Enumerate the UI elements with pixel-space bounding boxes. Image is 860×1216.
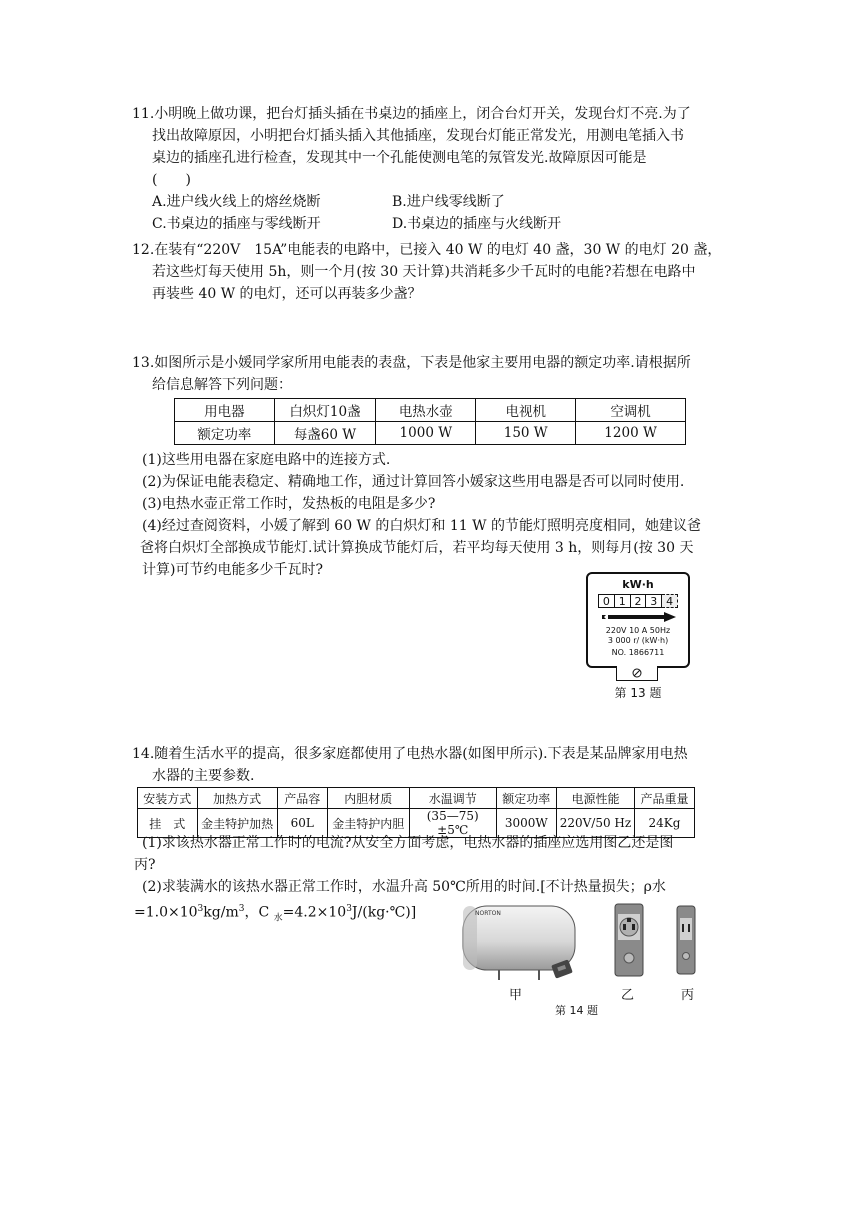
table-cell: 金圭特护加热 xyxy=(197,809,277,838)
q11-option-c: C.书桌边的插座与零线断开 xyxy=(152,216,321,232)
q14-param-table xyxy=(137,787,695,838)
q12-line3: 再装些 40 W 的电灯，还可以再装多少盏？ xyxy=(152,286,422,302)
q11-option-d: D.书桌边的插座与火线断开 xyxy=(392,216,562,232)
q11-options xyxy=(132,191,732,235)
q12-line1: 12.在装有“220V 15A”电能表的电路中，已接入 40 W 的电灯 40 盏，30 W 的电灯 20 盏， xyxy=(132,242,722,258)
meter-digit: 3 xyxy=(646,594,662,608)
table-cell: 安装方式 xyxy=(138,788,198,809)
table-cell: 电源性能 xyxy=(556,788,634,809)
q11-line1: 11.小明晚上做功课，把台灯插头插在书桌边的插座上，闭合台灯开关，发现台灯不亮.为了 xyxy=(132,106,691,122)
socket-bing-icon xyxy=(671,904,701,976)
table-cell: 电视机 xyxy=(476,399,576,422)
q11-line4: ( ) xyxy=(152,172,191,188)
figure-label-bing: 丙 xyxy=(681,988,695,1003)
formula-text: J/(kg·℃)] xyxy=(351,904,417,921)
formula-text: =1.0×10 xyxy=(134,904,198,921)
meter-digits xyxy=(598,594,678,608)
table-cell: 1000 W xyxy=(376,422,476,445)
meter-digit: 1 xyxy=(615,594,631,608)
q12-line2: 若这些灯每天使用 5h，则一个月(按 30 天计算)共消耗多少千瓦时的电能?若想在电路中 xyxy=(152,264,696,280)
table-cell: 60L xyxy=(277,809,327,838)
table-cell: 水温调节 xyxy=(409,788,496,809)
q14-line1: 14.随着生活水平的提高，很多家庭都使用了电热水器(如图甲所示).下表是某品牌家用电热 xyxy=(132,746,688,762)
question-13-subparts xyxy=(142,449,742,581)
table-cell: 24Kg xyxy=(634,809,694,838)
table-cell: 额定功率 xyxy=(175,422,275,445)
question-12 xyxy=(132,239,732,305)
terminal-screw-icon xyxy=(632,668,642,678)
meter-spec1: 220V 10 A 50Hz xyxy=(605,626,671,635)
meter-unit: kW·h xyxy=(622,578,654,591)
formula-exp: 3 xyxy=(346,904,352,914)
table-cell: 白炽灯10盏 xyxy=(274,399,376,422)
table-cell: (35—75)±5℃ xyxy=(409,809,496,838)
formula-exp: 3 xyxy=(238,904,245,914)
table-cell: 用电器 xyxy=(175,399,275,422)
formula-exp: 3 xyxy=(197,904,204,914)
table-row xyxy=(175,422,686,445)
q13-sub3: (3)电热水壶正常工作时，发热板的电阻是多少? xyxy=(142,496,436,512)
q13-sub4b: 爸将白炽灯全部换成节能灯.试计算换成节能灯后，若平均每天使用 3 h，则每月(按 30 天 xyxy=(140,540,694,556)
q11-line3: 桌边的插座孔进行检查，发现其中一个孔能使测电笔的氖管发光.故障原因可能是 xyxy=(152,150,647,166)
q14-sub2a: (2)求装满水的该热水器正常工作时，水温升高 50℃所用的时间.[不计热量损失；ρ水 xyxy=(142,879,666,895)
q14-figure xyxy=(455,902,705,1018)
table-cell: 220V/50 Hz xyxy=(556,809,634,838)
q14-sub1a: (1)求该热水器正常工作时的电流?从安全方面考虑，电热水器的插座应选用图乙还是图 xyxy=(142,835,674,851)
q11-line2: 找出故障原因，小明把台灯插头插入其他插座，发现台灯能正常发光，用测电笔插入书 xyxy=(152,128,684,144)
table-cell: 空调机 xyxy=(576,399,686,422)
table-cell: 产品重量 xyxy=(634,788,694,809)
table-cell: 挂 式 xyxy=(138,809,198,838)
table-cell: 电热水壶 xyxy=(376,399,476,422)
table-cell: 金圭特护内胆 xyxy=(327,809,409,838)
table-row xyxy=(138,788,695,809)
figure-label-jia: 甲 xyxy=(509,988,523,1003)
q13-line1: 13.如图所示是小媛同学家所用电能表的表盘，下表是他家主要用电器的额定功率.请根据所 xyxy=(132,355,691,371)
table-cell: 3000W xyxy=(496,809,556,838)
socket-yi-icon xyxy=(607,902,651,978)
heater-remote-icon xyxy=(547,958,579,982)
q13-sub1: (1)这些用电器在家庭电路中的连接方式. xyxy=(142,452,391,468)
q13-meter-figure xyxy=(586,572,690,702)
table-cell: 1200 W xyxy=(576,422,686,445)
meter-digit: 2 xyxy=(631,594,647,608)
q11-option-b: B.进户线零线断了 xyxy=(392,194,505,210)
q13-sub4c: 计算)可节约电能多少千瓦时? xyxy=(142,562,323,578)
figure-label-yi: 乙 xyxy=(621,988,635,1003)
q13-sub4a: (4)经过查阅资料，小媛了解到 60 W 的白炽灯和 11 W 的节能灯照明亮度相同，她建议爸 xyxy=(142,518,701,534)
table-row xyxy=(175,399,686,422)
formula-text: =4.2×10 xyxy=(282,904,347,921)
q13-sub2: (2)为保证电能表稳定、精确地工作，通过计算回答小媛家这些用电器是否可以同时使用. xyxy=(142,474,685,490)
q13-figure-caption: 第 13 题 xyxy=(614,686,662,700)
formula-text: ，C xyxy=(244,904,274,921)
meter-arrow-icon xyxy=(600,612,676,622)
q13-line2: 给信息解答下列问题： xyxy=(152,377,292,393)
q14-sub1b: 丙? xyxy=(134,857,156,873)
table-cell: 每盏60 W xyxy=(274,422,376,445)
question-11 xyxy=(132,103,732,235)
meter-serial: NO. 1866711 xyxy=(611,648,665,657)
meter-terminal xyxy=(616,666,658,681)
q11-option-a: A.进户线火线上的熔丝烧断 xyxy=(152,194,321,210)
meter-body xyxy=(586,572,690,668)
heater-brand: NORTON xyxy=(475,910,501,917)
question-14 xyxy=(132,743,732,787)
q14-figure-caption: 第 14 题 xyxy=(555,1004,598,1017)
meter-spec2: 3 000 r/ (kW·h) xyxy=(607,636,669,645)
q14-line2: 水器的主要参数. xyxy=(152,768,255,784)
table-cell: 150 W xyxy=(476,422,576,445)
formula-text: kg/m xyxy=(203,904,239,921)
table-cell: 额定功率 xyxy=(496,788,556,809)
question-13 xyxy=(132,352,732,396)
table-cell: 产品容 xyxy=(277,788,327,809)
meter-digit: 4 xyxy=(662,594,678,608)
table-cell: 加热方式 xyxy=(197,788,277,809)
formula-sub: 水 xyxy=(273,913,283,924)
meter-digit: 0 xyxy=(598,594,615,608)
table-cell: 内胆材质 xyxy=(327,788,409,809)
q13-power-table xyxy=(174,398,686,445)
